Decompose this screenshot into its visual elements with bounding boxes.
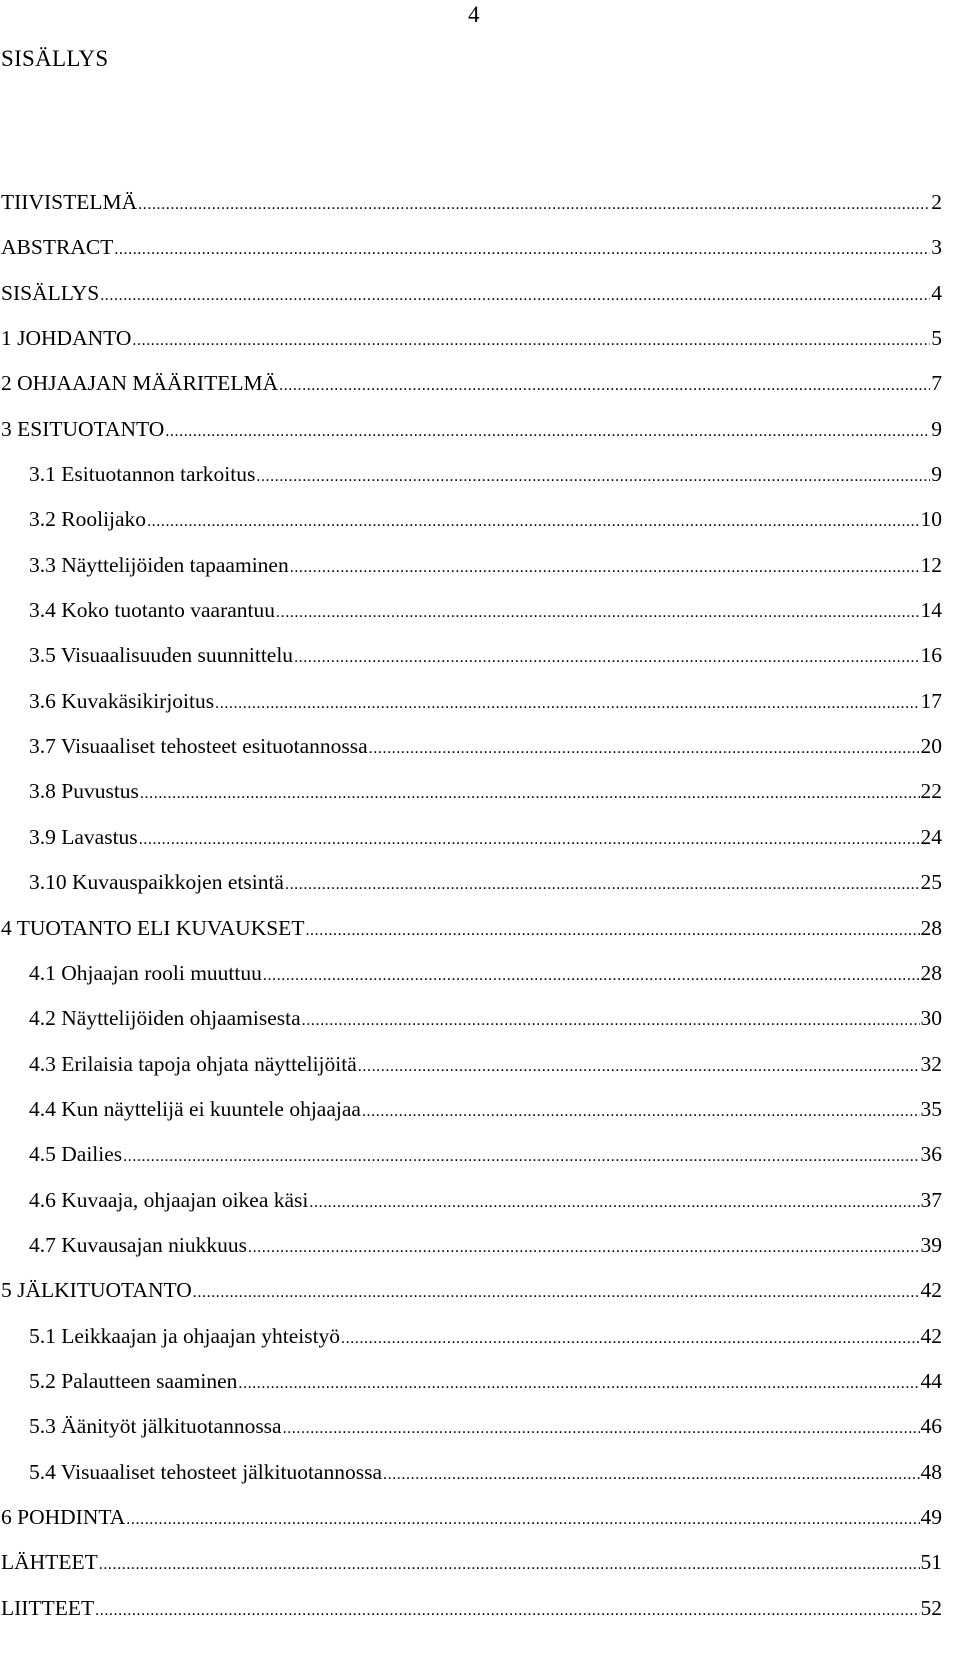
toc-entry-title: 1 JOHDANTO [1, 326, 132, 351]
toc-entry-title: 3.5 Visuaalisuuden suunnittelu [29, 643, 294, 668]
toc-entry[interactable] [0, 1411, 960, 1456]
dot-leader [193, 1278, 920, 1308]
toc-entry-page-number: 7 [931, 371, 942, 396]
dot-leader [302, 1006, 920, 1036]
dot-leader [139, 825, 920, 855]
dot-leader [305, 916, 919, 946]
toc-entry-page-number: 4 [931, 280, 942, 305]
dot-leader [248, 1233, 920, 1263]
toc-entry[interactable] [0, 595, 960, 640]
toc-entry-title: 3.1 Esituotannon tarkoitus [29, 462, 256, 487]
toc-entry-title: 5 JÄLKITUOTANTO [1, 1278, 192, 1303]
toc-entry-title: 5.4 Visuaaliset tehosteet jälkituotannossa [29, 1459, 382, 1484]
toc-entry[interactable] [0, 776, 960, 821]
toc-entry-page-number: 16 [920, 643, 942, 668]
dot-leader [215, 689, 919, 719]
toc-entry-title: 5.2 Palautteen saaminen [29, 1368, 238, 1393]
toc-entry-page-number: 49 [920, 1504, 942, 1529]
dot-leader [238, 1369, 919, 1399]
toc-entry-page-number: 37 [920, 1187, 942, 1212]
toc-entry-page-number: 20 [920, 734, 942, 759]
toc-entry-title: 3.6 Kuvakäsikirjoitus [29, 688, 215, 713]
toc-entry-page-number: 52 [920, 1595, 942, 1620]
toc-entry[interactable] [0, 1185, 960, 1230]
dot-leader [362, 1097, 920, 1127]
toc-entry-title: 4.7 Kuvausajan niukkuus [29, 1232, 247, 1257]
toc-entry[interactable] [0, 1502, 960, 1547]
dot-leader [285, 870, 920, 900]
toc-entry-title: 3.8 Puvustus [29, 779, 139, 804]
dot-leader [309, 1188, 919, 1218]
toc-entry[interactable] [0, 1593, 960, 1638]
toc-entry-page-number: 28 [920, 960, 942, 985]
toc-entry-title: TIIVISTELMÄ [1, 190, 138, 214]
toc-entry[interactable] [0, 459, 960, 504]
dot-leader [276, 598, 919, 628]
toc-entry[interactable] [0, 1457, 960, 1502]
toc-entry[interactable] [0, 1366, 960, 1411]
toc-entry-title: 4.2 Näyttelijöiden ohjaamisesta [29, 1006, 301, 1031]
toc-entry-page-number: 30 [920, 1006, 942, 1031]
toc-entry-page-number: 48 [920, 1459, 942, 1484]
dot-leader [279, 371, 930, 401]
dot-leader [100, 281, 930, 311]
dot-leader [99, 1550, 920, 1580]
toc-entry[interactable] [0, 368, 960, 413]
toc-entry-title: 6 POHDINTA [1, 1504, 126, 1529]
toc-entry-title: SISÄLLYS [1, 280, 100, 305]
page-number: 4 [468, 2, 480, 27]
toc-entry[interactable] [0, 232, 960, 277]
dot-leader [140, 779, 920, 809]
toc-entry-page-number: 44 [920, 1368, 942, 1393]
toc-entry[interactable] [0, 822, 960, 867]
toc-entry-page-number: 22 [920, 779, 942, 804]
toc-entry[interactable] [0, 1230, 960, 1275]
dot-leader [256, 462, 930, 492]
toc-entry-page-number: 39 [920, 1232, 942, 1257]
toc-entry-title: 4.3 Erilaisia tapoja ohjata näyttelijöitä [29, 1051, 357, 1076]
toc-entry-page-number: 14 [920, 598, 942, 623]
toc-entry-title: LIITTEET [1, 1595, 95, 1620]
page-title: SISÄLLYS [1, 46, 109, 71]
toc-entry-page-number: 2 [931, 190, 942, 214]
table-of-contents [0, 187, 960, 1638]
toc-entry[interactable] [0, 278, 960, 323]
toc-entry-page-number: 46 [920, 1414, 942, 1439]
toc-entry-page-number: 5 [931, 326, 942, 351]
toc-entry-title: 3.7 Visuaaliset tehosteet esituotannossa [29, 734, 368, 759]
dot-leader [294, 643, 919, 673]
dot-leader [126, 1505, 919, 1535]
toc-entry[interactable] [0, 504, 960, 549]
toc-entry-page-number: 24 [920, 824, 942, 849]
toc-entry-title: 3.3 Näyttelijöiden tapaaminen [29, 552, 289, 577]
dot-leader [369, 734, 920, 764]
dot-leader [95, 1596, 919, 1626]
dot-leader [165, 417, 930, 447]
dot-leader [290, 553, 920, 583]
toc-entry[interactable] [0, 550, 960, 595]
toc-entry-title: 4.4 Kun näyttelijä ei kuuntele ohjaajaa [29, 1096, 361, 1121]
dot-leader [132, 326, 930, 356]
toc-entry-title: 4.6 Kuvaaja, ohjaajan oikea käsi [29, 1187, 309, 1212]
toc-entry-title: ABSTRACT [1, 235, 114, 260]
toc-entry-title: 4 TUOTANTO ELI KUVAUKSET [1, 915, 305, 940]
toc-entry-page-number: 28 [920, 915, 942, 940]
toc-entry-page-number: 9 [931, 416, 942, 441]
toc-entry-page-number: 17 [920, 688, 942, 713]
dot-leader [138, 190, 930, 220]
toc-entry-page-number: 42 [920, 1278, 942, 1303]
toc-entry-page-number: 12 [920, 552, 942, 577]
toc-entry[interactable] [0, 1094, 960, 1139]
toc-entry[interactable] [0, 1547, 960, 1592]
toc-entry-page-number: 25 [920, 870, 942, 895]
dot-leader [123, 1142, 919, 1172]
toc-entry-title: LÄHTEET [1, 1550, 98, 1575]
toc-entry-title: 3 ESITUOTANTO [1, 416, 165, 441]
toc-entry-title: 3.2 Roolijako [29, 507, 147, 532]
toc-entry-page-number: 10 [920, 507, 942, 532]
toc-entry-title: 4.5 Dailies [29, 1142, 123, 1167]
toc-entry[interactable] [0, 414, 960, 459]
toc-entry[interactable] [0, 731, 960, 776]
toc-entry-title: 3.10 Kuvauspaikkojen etsintä [29, 870, 284, 895]
toc-entry[interactable] [0, 1003, 960, 1048]
dot-leader [341, 1324, 919, 1354]
toc-entry-page-number: 51 [920, 1550, 942, 1575]
toc-entry[interactable] [0, 1275, 960, 1320]
dot-leader [114, 235, 930, 265]
toc-entry[interactable] [0, 187, 960, 232]
toc-entry-page-number: 36 [920, 1142, 942, 1167]
toc-entry[interactable] [0, 958, 960, 1003]
toc-entry-title: 2 OHJAAJAN MÄÄRITELMÄ [1, 371, 279, 396]
toc-entry-title: 3.9 Lavastus [29, 824, 138, 849]
toc-entry[interactable] [0, 1321, 960, 1366]
toc-entry[interactable] [0, 913, 960, 958]
toc-entry[interactable] [0, 1049, 960, 1094]
toc-entry-page-number: 9 [931, 462, 942, 487]
toc-entry-page-number: 3 [931, 235, 942, 260]
toc-entry[interactable] [0, 1139, 960, 1184]
dot-leader [263, 961, 920, 991]
toc-entry-title: 4.1 Ohjaajan rooli muuttuu [29, 960, 262, 985]
toc-entry-page-number: 35 [920, 1096, 942, 1121]
toc-entry-title: 3.4 Koko tuotanto vaarantuu [29, 598, 276, 623]
dot-leader [283, 1414, 920, 1444]
dot-leader [147, 507, 919, 537]
toc-entry-title: 5.3 Äänityöt jälkituotannossa [29, 1414, 282, 1439]
dot-leader [358, 1052, 920, 1082]
toc-entry[interactable] [0, 867, 960, 912]
toc-entry[interactable] [0, 640, 960, 685]
toc-entry-page-number: 32 [920, 1051, 942, 1076]
toc-entry-page-number: 42 [920, 1323, 942, 1348]
dot-leader [383, 1460, 920, 1490]
toc-entry-title: 5.1 Leikkaajan ja ohjaajan yhteistyö [29, 1323, 341, 1348]
toc-entry[interactable] [0, 686, 960, 731]
toc-entry[interactable] [0, 323, 960, 368]
